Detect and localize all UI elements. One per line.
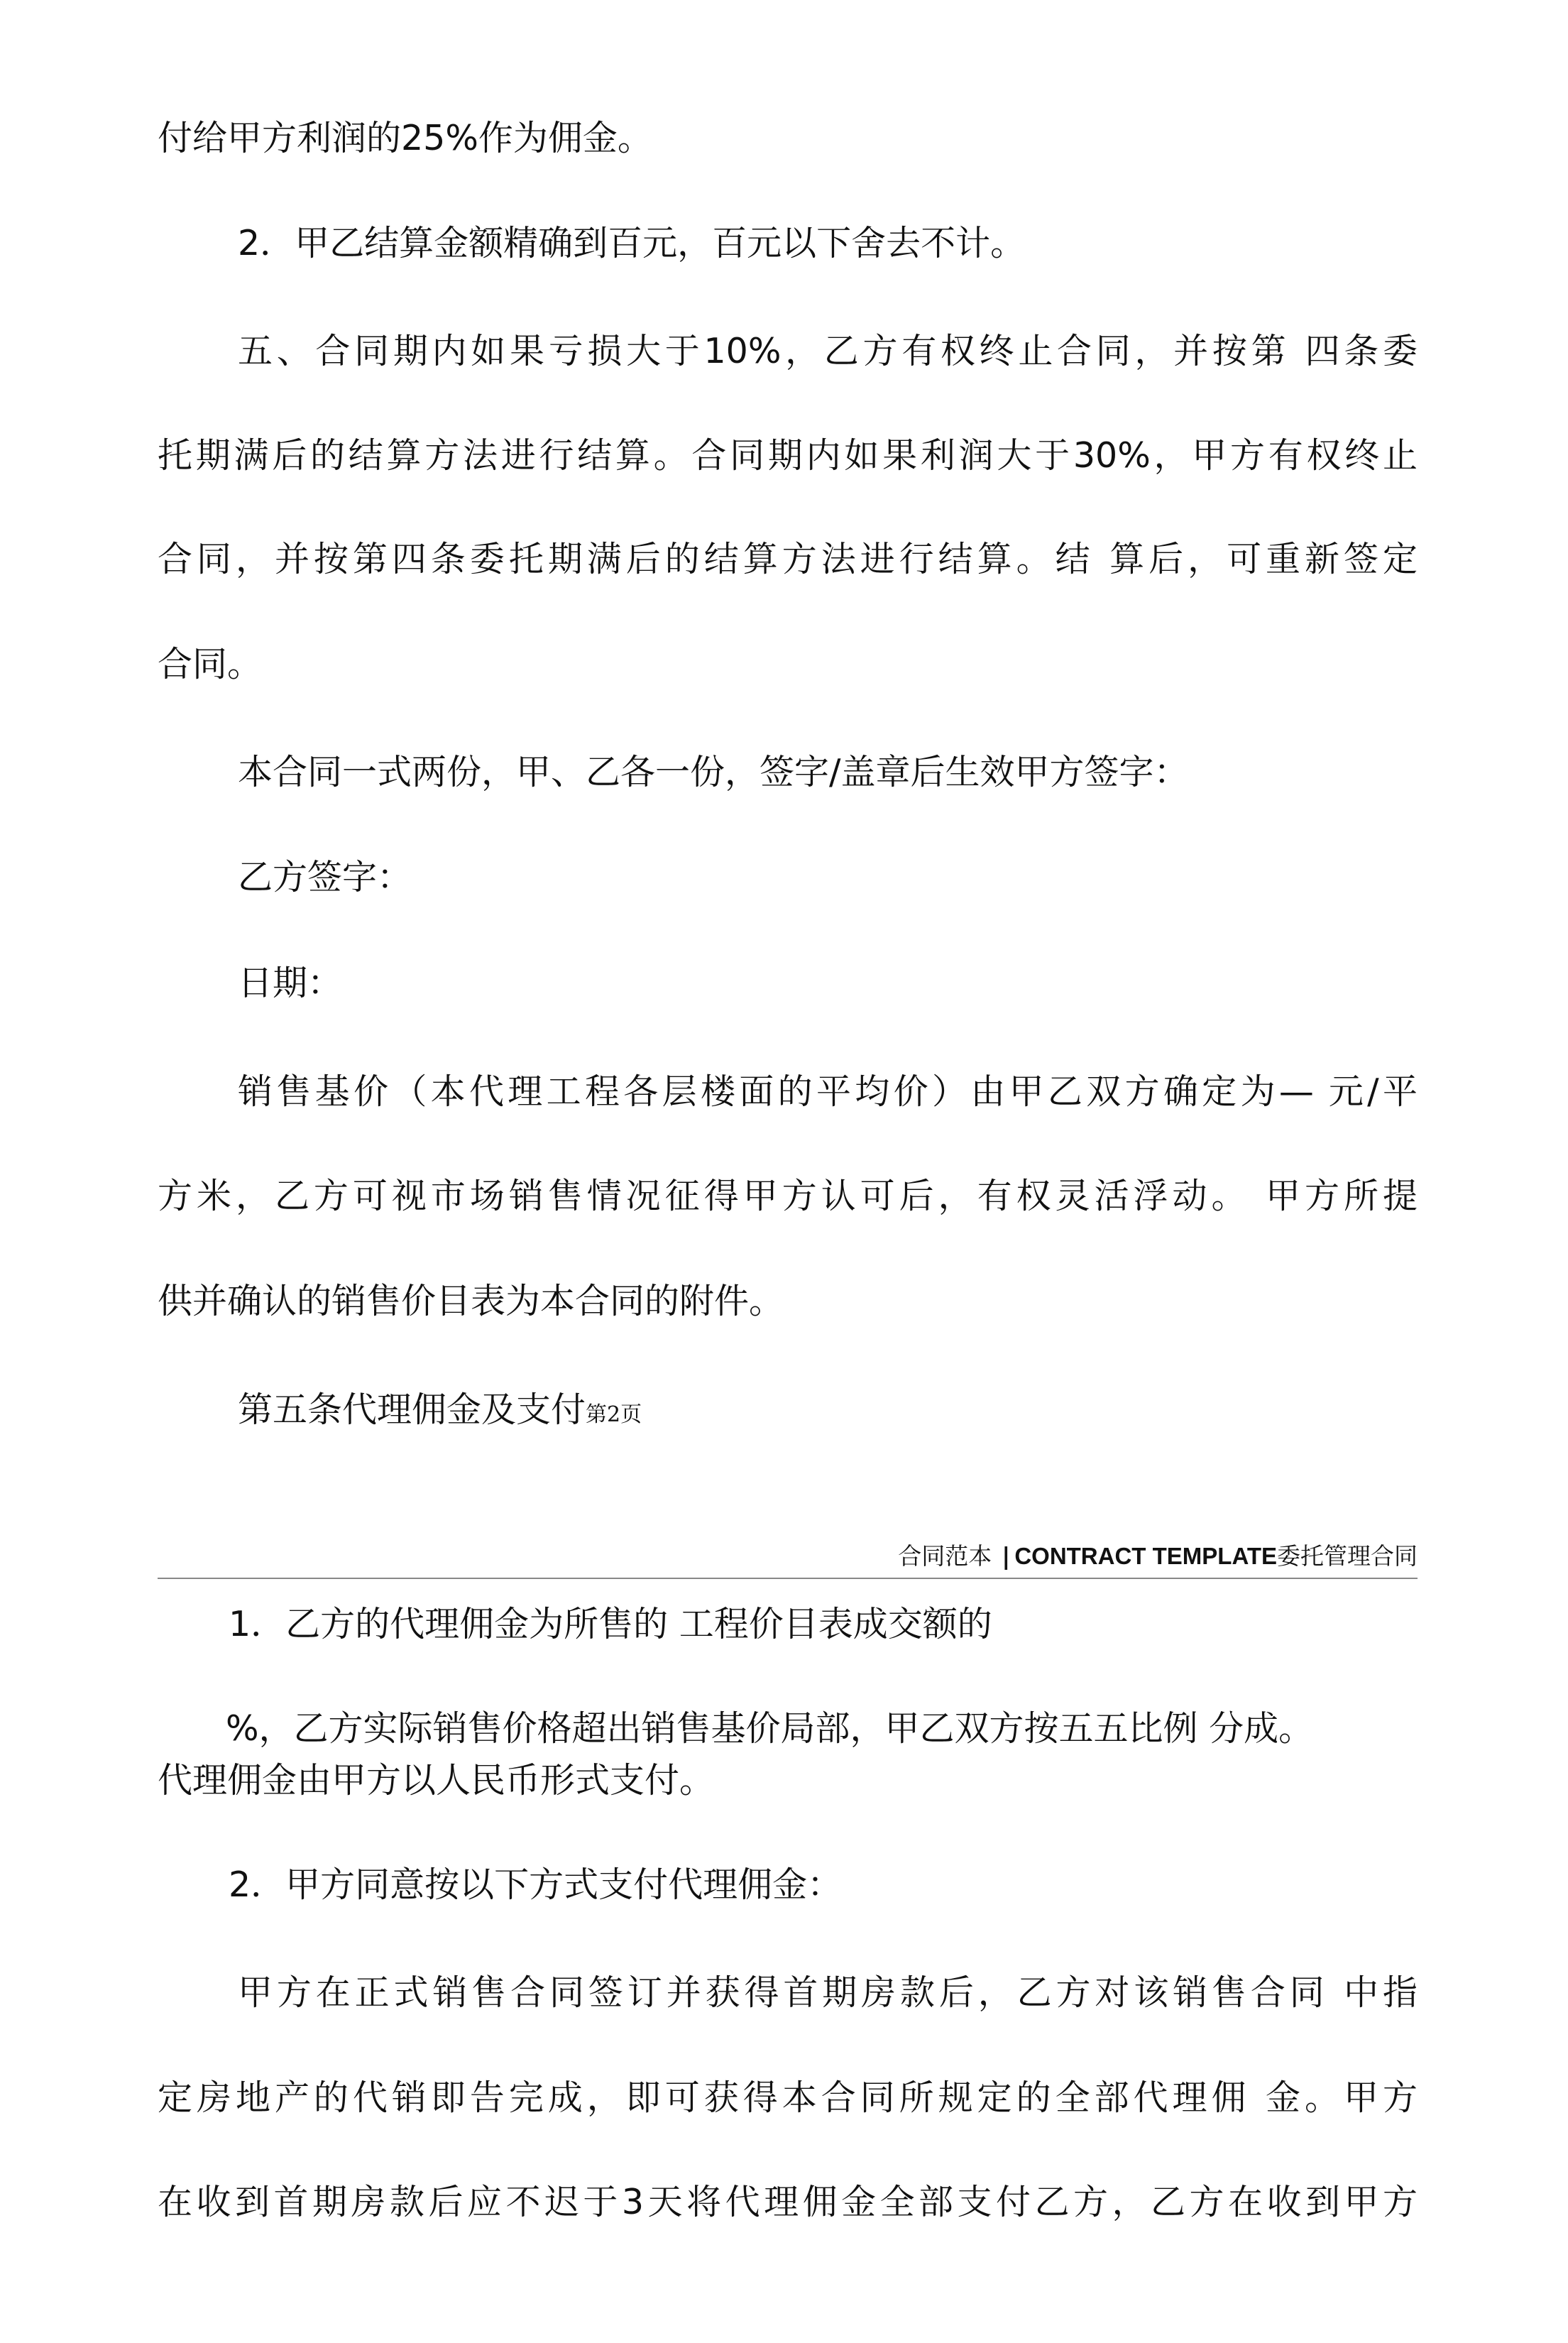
header-template: CONTRACT TEMPLATE bbox=[1014, 1543, 1277, 1569]
body-line: 日期： bbox=[238, 963, 343, 1003]
header-left: 合同范本 bbox=[898, 1542, 992, 1570]
page-number: 第2页 bbox=[586, 1402, 642, 1427]
body-line: 托期满后的结算方法进行结算。合同期内如果利润大于30%，甲方有权终止 bbox=[158, 435, 1418, 476]
body-line: 合同。 bbox=[158, 644, 263, 684]
body-line: 五、合同期内如果亏损大于10%，乙方有权终止合同，并按第 四条委 bbox=[238, 331, 1418, 371]
header-separator: | bbox=[1002, 1542, 1011, 1570]
body-line: 2．甲乙结算金额精确到百元，百元以下舍去不计。 bbox=[238, 223, 1026, 263]
body-line: 付给甲方利润的25%作为佣金。 bbox=[158, 118, 652, 158]
page-header bbox=[898, 1541, 1418, 1572]
body-line: 方米，乙方可视市场销售情况征得甲方认可后，有权灵活浮动。 甲方所提 bbox=[158, 1176, 1418, 1216]
body-line: 甲方在正式销售合同签订并获得首期房款后，乙方对该销售合同 中指 bbox=[238, 1972, 1418, 2013]
section-heading bbox=[238, 1389, 642, 1436]
body-line: %，乙方实际销售价格超出销售基价局部，甲乙双方按五五比例 分成。 bbox=[226, 1708, 1314, 1749]
body-line: 2．甲方同意按以下方式支付代理佣金： bbox=[229, 1864, 843, 1905]
body-line: 定房地产的代销即告完成，即可获得本合同所规定的全部代理佣 金。甲方 bbox=[158, 2077, 1418, 2118]
header-rule bbox=[158, 1578, 1418, 1579]
body-line: 1．乙方的代理佣金为所售的 工程价目表成交额的 bbox=[229, 1604, 992, 1644]
body-line: 在收到首期房款后应不迟于3天将代理佣金全部支付乙方，乙方在收到甲方 bbox=[158, 2182, 1418, 2222]
header-right: 委托管理合同 bbox=[1277, 1542, 1418, 1570]
body-line: 乙方签字： bbox=[238, 857, 412, 897]
body-line: 销售基价（本代理工程各层楼面的平均价）由甲乙双方确定为— 元/平 bbox=[238, 1071, 1418, 1112]
body-line: 代理佣金由甲方以人民币形式支付。 bbox=[158, 1760, 715, 1801]
body-line: 合同，并按第四条委托期满后的结算方法进行结算。结 算后，可重新签定 bbox=[158, 539, 1418, 579]
section-heading-text: 第五条代理佣金及支付 bbox=[238, 1389, 586, 1430]
body-line: 本合同一式两份，甲、乙各一份，签字/盖章后生效甲方签字： bbox=[238, 752, 1189, 792]
body-line: 供并确认的销售价目表为本合同的附件。 bbox=[158, 1281, 784, 1321]
